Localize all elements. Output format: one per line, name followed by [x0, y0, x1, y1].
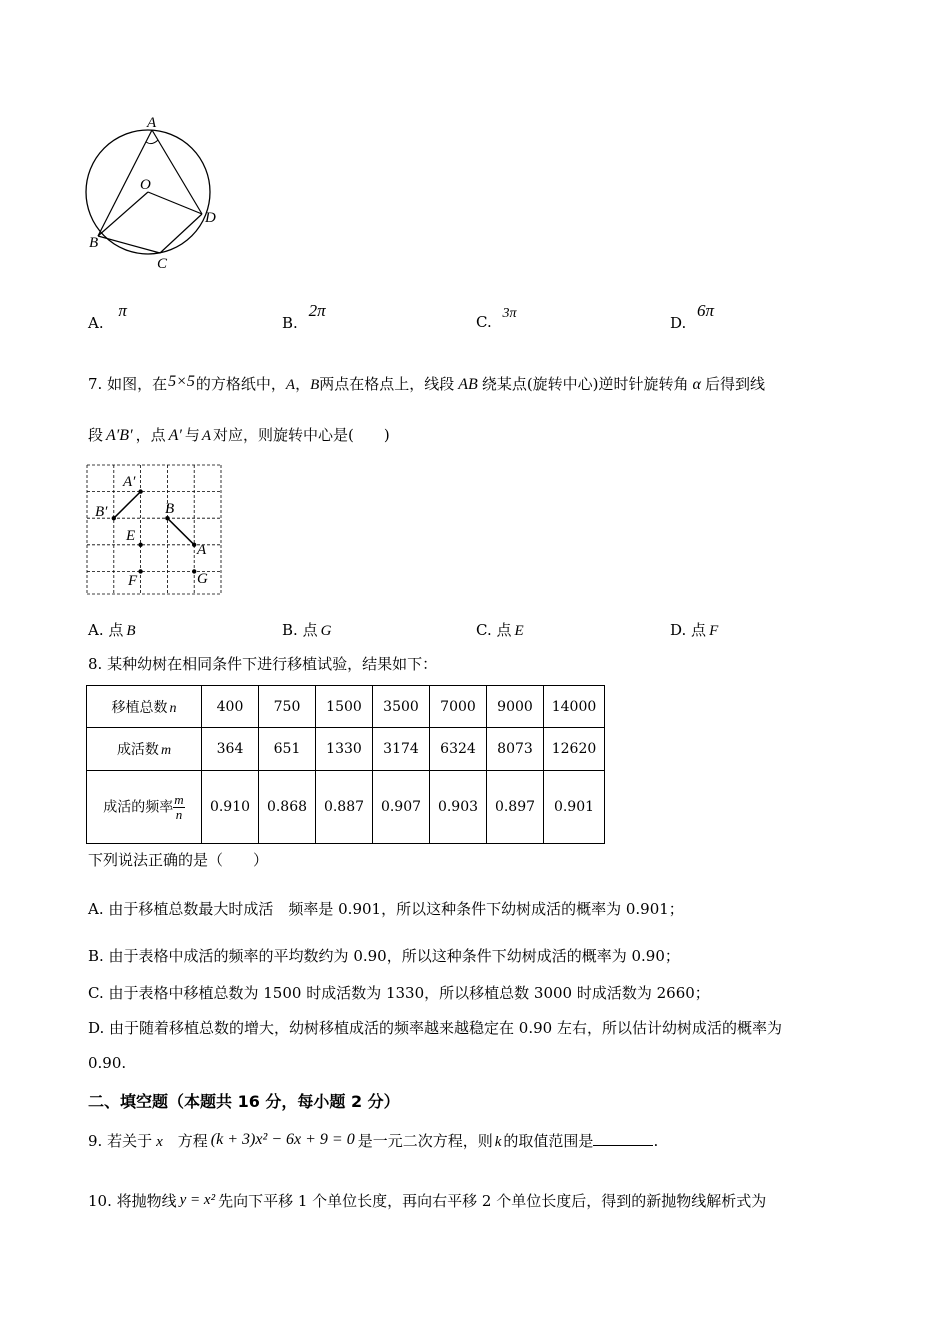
label-A: A: [147, 115, 157, 131]
option-value: 3π: [502, 306, 517, 321]
segment-CD: [160, 214, 202, 253]
label-E: E: [126, 528, 136, 544]
q8-option-a[interactable]: A. 由于移植总数最大时成活 频率是 0.901，所以这种条件下幼树成活的概率为 0.901；: [88, 900, 684, 918]
point-Ap: [138, 489, 142, 493]
q6-option-c[interactable]: [476, 306, 517, 332]
point-F: [138, 569, 142, 573]
row-header: 成活的频率 $\frac{m}{n}$: [87, 771, 202, 844]
segment-AD: [152, 130, 202, 214]
equation: y = x²: [179, 1192, 216, 1208]
section-heading: 二、填空题（本题共 16 分，每小题 2 分）: [88, 1092, 400, 1111]
circle-figure: [80, 110, 230, 275]
option-letter: B.: [282, 314, 298, 332]
label-B: B: [89, 235, 99, 251]
point-A: [192, 543, 196, 547]
label-D: D: [205, 210, 216, 226]
transplant-table: [86, 685, 605, 844]
grid-size: 5×5: [168, 373, 195, 390]
segment-OD: [148, 192, 202, 214]
q7-stem-line2: 段 A′B′ ，点 A′ 与 A 对应，则旋转中心是( ): [88, 426, 390, 444]
q8-stem: 8. 某种幼树在相同条件下进行移植试验，结果如下：: [88, 655, 438, 673]
label-C: C: [157, 256, 168, 272]
grid-figure: [86, 463, 224, 597]
row-header: 成活数 m: [87, 728, 202, 771]
q7-stem-line1: 7. 如图，在5×5的方格纸中，A，B两点在格点上，线段 AB 绕某点(旋转中心)逆时针旋转角 α 后得到线: [88, 373, 765, 393]
q8-prompt: 下列说法正确的是（ ）: [88, 851, 269, 869]
q8-option-d[interactable]: D. 由于随着移植总数的增大，幼树移植成活的频率越来越稳定在 0.90 左右，所以估计幼树成活的概率为: [88, 1019, 782, 1037]
q9-stem: 9. 若关于 x 方程 (k + 3)x² − 6x + 9 = 0 是一元二次方程，则 k 的取值范围是 .: [88, 1131, 659, 1150]
table-row: 成活的频率 $\frac{m}{n}$ 0.910 0.868 0.887 0.907 0.903 0.897 0.901: [87, 771, 605, 844]
segment-BA: [167, 518, 194, 545]
q7-option-a[interactable]: A. 点 B: [88, 621, 136, 639]
row-header: 移植总数 n: [87, 686, 202, 728]
equation: (k + 3)x² − 6x + 9 = 0: [210, 1131, 355, 1148]
q6-option-a[interactable]: [88, 301, 127, 333]
q8-option-b[interactable]: B. 由于表格中成活的频率的平均数约为 0.90，所以这种条件下幼树成活的概率为 0.90；: [88, 947, 680, 965]
label-O: O: [140, 177, 151, 193]
label-G: G: [197, 571, 208, 587]
point-E: [138, 543, 142, 547]
q8-option-d-continued: 0.90.: [88, 1054, 127, 1072]
option-letter: D.: [670, 314, 687, 332]
point-Bp: [112, 516, 116, 520]
q7-option-c[interactable]: C. 点 E: [476, 621, 524, 639]
segment-OB: [98, 192, 148, 236]
option-value: 6π: [697, 301, 715, 320]
table-row: 成活数 m 364 651 1330 3174 6324 8073 12620: [87, 728, 605, 771]
angle-mark-A: [146, 140, 158, 144]
q10-stem: 10. 将抛物线 y = x² 先向下平移 1 个单位长度，再向右平移 2 个单位长度后，得到的新抛物线解析式为: [88, 1192, 767, 1210]
option-value: π: [118, 301, 127, 320]
label-A: A: [197, 542, 207, 558]
q7-option-b[interactable]: B. 点 G: [282, 621, 332, 639]
label-B: B: [165, 501, 175, 517]
answer-blank[interactable]: [593, 1131, 653, 1146]
segment-ApBp: [114, 492, 141, 519]
label-F: F: [128, 573, 138, 589]
label-Ap: A′: [123, 474, 136, 490]
label-Bp: B′: [95, 504, 108, 520]
fraction-m-over-n: $\frac{m}{n}$: [174, 791, 184, 822]
q8-option-c[interactable]: C. 由于表格中移植总数为 1500 时成活数为 1330，所以移植总数 3000 时成活数为 2660；: [88, 984, 710, 1002]
q6-option-b[interactable]: [282, 301, 326, 333]
option-letter: A.: [88, 314, 104, 332]
option-letter: C.: [476, 313, 492, 331]
option-value: 2π: [308, 301, 326, 320]
q6-option-d[interactable]: [670, 301, 715, 333]
point-G: [192, 569, 196, 573]
table-row: 移植总数 n 400 750 1500 3500 7000 9000 14000: [87, 686, 605, 728]
q7-option-d[interactable]: D. 点 F: [670, 621, 719, 639]
